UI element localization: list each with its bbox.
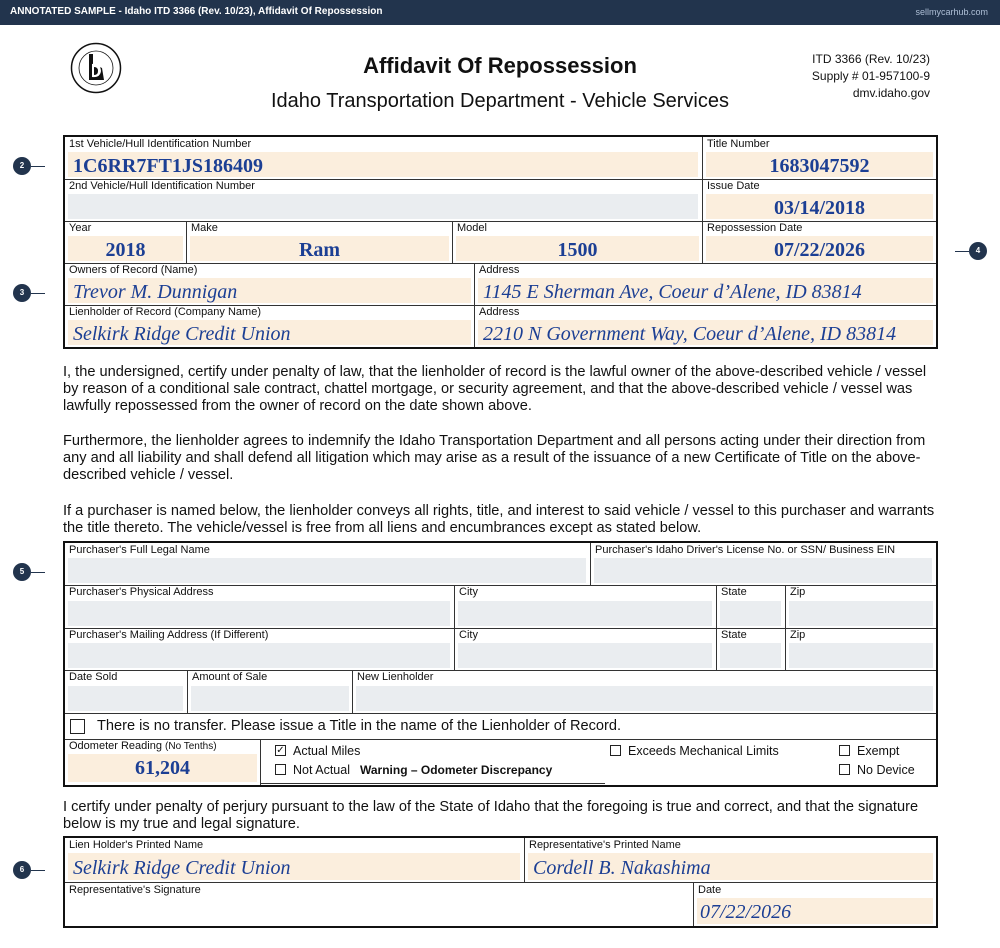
- supply-number: Supply # 01-957100-9: [811, 69, 930, 83]
- issue-date-cell: [703, 179, 936, 221]
- purchaser-grid: [63, 541, 938, 787]
- date-sold-label: Date Sold: [69, 671, 118, 683]
- sign-date-cell: [694, 883, 936, 926]
- no-transfer-row: [65, 713, 936, 739]
- rep-name-field[interactable]: Cordell B. Nakashima: [533, 857, 711, 879]
- purchaser-dl-label: Purchaser's Idaho Driver's License No. or SSN/ Business EIN: [595, 544, 896, 556]
- physical-zip-field[interactable]: [789, 601, 933, 626]
- vin1-cell: [65, 137, 702, 179]
- mailing-city-field[interactable]: [458, 643, 712, 668]
- annotation-marker-4[interactable]: 4: [969, 242, 987, 260]
- owner-address-field[interactable]: 1145 E Sherman Ave, Coeur d’Alene, ID 83814: [483, 281, 862, 303]
- signature-grid: [63, 836, 938, 928]
- physical-city-label: City: [459, 586, 478, 598]
- physical-state-cell: [717, 585, 785, 628]
- odometer-label: Odometer Reading: [69, 740, 162, 752]
- owner-cell: [65, 263, 474, 305]
- model-label: Model: [457, 222, 487, 234]
- banner-site[interactable]: sellmycarhub.com: [915, 7, 988, 17]
- owner-label: Owners of Record (Name): [69, 264, 198, 276]
- odometer-field[interactable]: 61,204: [135, 757, 190, 779]
- rep-signature-field[interactable]: [68, 898, 688, 924]
- owner-address-cell: [475, 263, 936, 305]
- model-field[interactable]: 1500: [557, 239, 598, 261]
- issue-date-field[interactable]: 03/14/2018: [773, 197, 866, 219]
- new-lienholder-label: New Lienholder: [357, 671, 434, 683]
- date-sold-field[interactable]: [68, 686, 183, 711]
- purchaser-name-cell: [65, 543, 590, 585]
- lienholder-cell: [65, 305, 474, 347]
- odometer-label-wrap: [69, 740, 217, 752]
- mailing-zip-label: Zip: [790, 629, 806, 641]
- mailing-address-cell: [65, 628, 454, 670]
- website: dmv.idaho.gov: [852, 86, 930, 100]
- new-lienholder-cell: [353, 670, 936, 713]
- vin2-cell: [65, 179, 702, 221]
- banner-title: ANNOTATED SAMPLE - Idaho ITD 3366 (Rev. 10/23), Affidavit Of Repossession: [10, 6, 383, 17]
- vin1-label: 1st Vehicle/Hull Identification Number: [69, 138, 252, 150]
- odometer-warning: Warning – Odometer Discrepancy: [360, 763, 553, 777]
- rep-signature-cell: [65, 883, 693, 926]
- rep-name-label: Representative's Printed Name: [529, 839, 681, 851]
- vehicle-info-grid: [63, 135, 938, 349]
- no-device-label: No Device: [857, 763, 915, 777]
- exceeds-limits-checkbox[interactable]: [610, 745, 621, 756]
- repo-date-cell: [703, 221, 936, 263]
- sign-date-label: Date: [698, 884, 722, 896]
- actual-miles-checkbox[interactable]: ✓: [276, 745, 285, 756]
- repo-date-label: Repossession Date: [707, 222, 803, 234]
- exceeds-limits-label: Exceeds Mechanical Limits: [628, 744, 779, 758]
- vin2-label: 2nd Vehicle/Hull Identification Number: [69, 180, 255, 192]
- actual-miles-label: Actual Miles: [293, 744, 361, 758]
- annotation-marker-5[interactable]: 5: [13, 563, 31, 581]
- title-number-cell: [703, 137, 936, 179]
- vin2-field[interactable]: [68, 194, 698, 219]
- form-number-block: [812, 51, 930, 102]
- vin1-field[interactable]: 1C6RR7FT1JS186409: [73, 155, 264, 177]
- physical-zip-cell: [786, 585, 936, 628]
- make-label: Make: [191, 222, 218, 234]
- not-actual-label: Not Actual: [293, 763, 350, 777]
- year-cell: [65, 221, 186, 263]
- amount-of-sale-label: Amount of Sale: [192, 671, 268, 683]
- physical-city-cell: [455, 585, 716, 628]
- form-number: ITD 3366 (Rev. 10/23): [812, 52, 930, 66]
- lienholder-field[interactable]: Selkirk Ridge Credit Union: [73, 323, 291, 345]
- amount-of-sale-field[interactable]: [191, 686, 349, 711]
- owner-field[interactable]: Trevor M. Dunnigan: [73, 281, 238, 303]
- make-field[interactable]: Ram: [298, 239, 341, 261]
- mailing-state-field[interactable]: [720, 643, 781, 668]
- make-cell: [187, 221, 452, 263]
- no-transfer-label: There is no transfer. Please issue a Title in the name of the Lienholder of Record.: [97, 718, 622, 734]
- form-subtitle: Idaho Transportation Department - Vehicle Services: [270, 90, 730, 112]
- purchaser-name-field[interactable]: [68, 558, 586, 583]
- not-actual-checkbox[interactable]: [275, 764, 286, 775]
- title-number-field[interactable]: 1683047592: [769, 155, 870, 177]
- mailing-state-cell: [717, 628, 785, 670]
- year-label: Year: [69, 222, 92, 234]
- exempt-label: Exempt: [857, 744, 900, 758]
- purchaser-name-label: Purchaser's Full Legal Name: [69, 544, 210, 556]
- form-title: Affidavit Of Repossession: [363, 53, 637, 78]
- rep-signature-label: Representative's Signature: [69, 884, 201, 896]
- top-banner: [0, 0, 1000, 25]
- indemnity-paragraph: Furthermore, the lienholder agrees to indemnify the Idaho Transportation Department and all persons acting under their direction from any and all liability and shall defend all litigation which may arise as a result of the issuance of a new Certificate of Title on the above-described vehicle / vessel.: [63, 433, 926, 483]
- mailing-state-label: State: [721, 629, 747, 641]
- lien-address-cell: [475, 305, 936, 347]
- lien-address-label: Address: [479, 306, 520, 318]
- physical-address-cell: [65, 585, 454, 628]
- sign-date-field[interactable]: 07/22/2026: [700, 901, 792, 923]
- annotation-marker-6[interactable]: 6: [13, 861, 31, 879]
- lien-address-field[interactable]: 2210 N Government Way, Coeur d’Alene, ID 83814: [483, 323, 897, 345]
- rep-name-cell: [525, 838, 936, 882]
- certification-paragraph: I, the undersigned, certify under penalty of law, that the lienholder of record is the lawful owner of the above-described vehicle / vessel by reason of a conditional sale contract, chattel mortgage, or security agreement, and that the above-described vehicle / vessel was lawfully repossessed from the owner of record on the date shown above.: [63, 364, 927, 414]
- mailing-address-field[interactable]: [68, 643, 450, 668]
- physical-zip-label: Zip: [790, 586, 806, 598]
- repo-date-field[interactable]: 07/22/2026: [773, 239, 866, 261]
- mailing-city-cell: [455, 628, 716, 670]
- new-lienholder-field[interactable]: [356, 686, 933, 711]
- mailing-zip-field[interactable]: [789, 643, 933, 668]
- annotation-marker-2[interactable]: 2: [13, 157, 31, 175]
- odometer-cell: [65, 739, 260, 785]
- odometer-options: [261, 739, 936, 785]
- amount-of-sale-cell: [188, 670, 352, 713]
- owner-address-label: Address: [479, 264, 520, 276]
- perjury-paragraph: I certify under penalty of perjury pursuant to the law of the State of Idaho that the foregoing is true and correct, and that the signature below is my true and legal signature.: [63, 799, 919, 832]
- model-cell: [453, 221, 702, 263]
- no-device-checkbox[interactable]: [839, 764, 850, 775]
- lien-holder-name-label: Lien Holder's Printed Name: [69, 839, 204, 851]
- lien-holder-name-field[interactable]: Selkirk Ridge Credit Union: [73, 857, 291, 879]
- physical-address-field[interactable]: [68, 601, 450, 626]
- physical-state-label: State: [721, 586, 747, 598]
- annotation-marker-3[interactable]: 3: [13, 284, 31, 302]
- physical-address-label: Purchaser's Physical Address: [69, 586, 214, 598]
- physical-state-field[interactable]: [720, 601, 781, 626]
- issue-date-label: Issue Date: [707, 180, 760, 192]
- mailing-city-label: City: [459, 629, 478, 641]
- lien-holder-name-cell: [65, 838, 524, 882]
- purchaser-dl-cell: [591, 543, 936, 585]
- mailing-address-label: Purchaser's Mailing Address (If Different): [69, 629, 269, 641]
- physical-city-field[interactable]: [458, 601, 712, 626]
- purchaser-paragraph: If a purchaser is named below, the lienholder conveys all rights, title, and interest to said vehicle / vessel to this purchaser and warrants the title thereto. The vehicle/vessel is free from all liens and encumbrances except as stated below.: [63, 503, 935, 536]
- year-field[interactable]: 2018: [105, 239, 146, 261]
- odometer-label-small: (No Tenths): [165, 741, 217, 752]
- lienholder-label: Lienholder of Record (Company Name): [69, 306, 261, 318]
- title-number-label: Title Number: [707, 138, 770, 150]
- date-sold-cell: [65, 670, 187, 713]
- exempt-checkbox[interactable]: [839, 745, 850, 756]
- purchaser-dl-field[interactable]: [594, 558, 932, 583]
- mailing-zip-cell: [786, 628, 936, 670]
- no-transfer-checkbox[interactable]: [70, 719, 85, 734]
